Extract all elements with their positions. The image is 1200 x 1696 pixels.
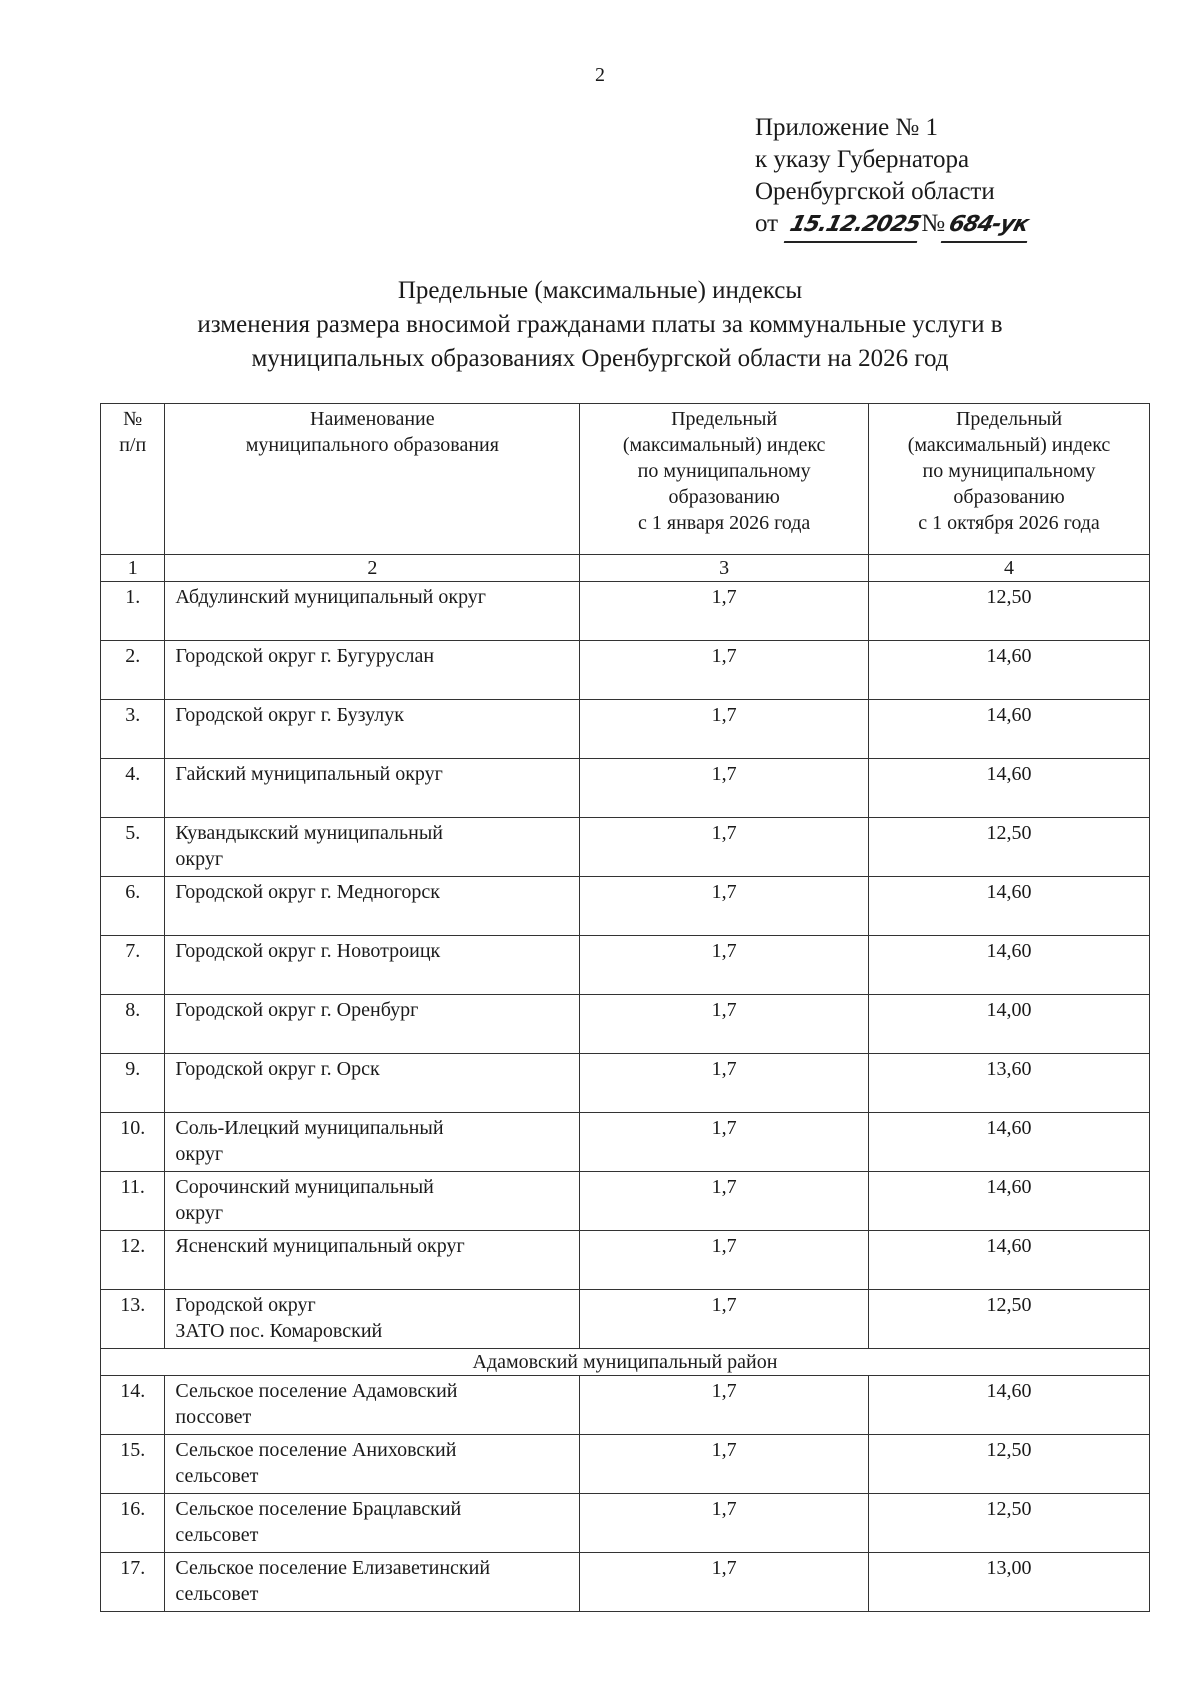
header-number-line-2: п/п bbox=[119, 434, 147, 456]
section-title-adamovsky: Адамовский муниципальный район bbox=[101, 1349, 1150, 1376]
name-line: Городской округ г. Новотроицк bbox=[175, 940, 441, 962]
name-line: Соль-Илецкий муниципальный bbox=[175, 1117, 444, 1139]
appendix-line-1: Приложение № 1 bbox=[755, 114, 939, 141]
handwritten-date: 15.12.2025 bbox=[784, 209, 926, 243]
row-number: 13. bbox=[101, 1290, 165, 1349]
name-line: сельсовет bbox=[175, 1465, 259, 1487]
municipality-name bbox=[165, 1494, 580, 1553]
table-row bbox=[101, 700, 1150, 759]
index-october: 12,50 bbox=[869, 818, 1150, 877]
index-january: 1,7 bbox=[580, 877, 869, 936]
header-number bbox=[101, 404, 165, 555]
table-row bbox=[101, 1290, 1150, 1349]
index-january: 1,7 bbox=[580, 1494, 869, 1553]
row-number: 11. bbox=[101, 1172, 165, 1231]
municipality-name bbox=[165, 641, 580, 700]
row-number: 17. bbox=[101, 1553, 165, 1612]
header-october-index bbox=[869, 404, 1150, 555]
index-october: 12,50 bbox=[869, 1435, 1150, 1494]
name-line: Гайский муниципальный округ bbox=[175, 763, 443, 785]
name-line: Ясненский муниципальный округ bbox=[175, 1235, 465, 1257]
index-january: 1,7 bbox=[580, 1113, 869, 1172]
index-january: 1,7 bbox=[580, 1054, 869, 1113]
name-line: округ bbox=[175, 1143, 224, 1165]
index-october: 14,60 bbox=[869, 1172, 1150, 1231]
number-label: № bbox=[921, 210, 946, 237]
header-jan-line: (максимальный) индекс bbox=[622, 434, 826, 456]
table-row bbox=[101, 1494, 1150, 1553]
row-number: 10. bbox=[101, 1113, 165, 1172]
section-row bbox=[101, 1349, 1150, 1376]
municipality-name bbox=[165, 1376, 580, 1435]
index-january: 1,7 bbox=[580, 1376, 869, 1435]
municipality-name bbox=[165, 936, 580, 995]
name-line: сельсовет bbox=[175, 1524, 259, 1546]
handwritten-number: 684-ук bbox=[941, 209, 1036, 243]
name-line: Сельское поселение Брацлавский bbox=[175, 1498, 462, 1520]
municipality-name bbox=[165, 1113, 580, 1172]
municipality-name bbox=[165, 759, 580, 818]
table-row bbox=[101, 1113, 1150, 1172]
indices-table bbox=[100, 403, 1150, 1612]
index-january: 1,7 bbox=[580, 936, 869, 995]
name-line: округ bbox=[175, 1202, 224, 1224]
header-oct-line: образованию bbox=[953, 486, 1065, 508]
header-jan-line: с 1 января 2026 года bbox=[638, 512, 811, 534]
table-row bbox=[101, 995, 1150, 1054]
municipality-name bbox=[165, 1172, 580, 1231]
row-number: 6. bbox=[101, 877, 165, 936]
header-oct-line: с 1 октября 2026 года bbox=[918, 512, 1100, 534]
municipality-name bbox=[165, 1435, 580, 1494]
table-row bbox=[101, 1172, 1150, 1231]
row-number: 16. bbox=[101, 1494, 165, 1553]
header-name-line-1: Наименование bbox=[310, 408, 435, 430]
index-january: 1,7 bbox=[580, 1231, 869, 1290]
name-line: Абдулинский муниципальный округ bbox=[175, 586, 487, 608]
index-october: 12,50 bbox=[869, 1494, 1150, 1553]
name-line: ЗАТО пос. Комаровский bbox=[175, 1320, 383, 1342]
name-line: Кувандыкский муниципальный bbox=[175, 822, 443, 844]
row-number: 7. bbox=[101, 936, 165, 995]
header-oct-line: Предельный bbox=[955, 408, 1063, 430]
from-label: от bbox=[755, 210, 779, 237]
table-row bbox=[101, 1376, 1150, 1435]
index-january: 1,7 bbox=[580, 641, 869, 700]
table-row bbox=[101, 582, 1150, 641]
row-number: 2. bbox=[101, 641, 165, 700]
appendix-signature-line bbox=[755, 208, 1031, 243]
appendix-line-2: к указу Губернатора bbox=[755, 146, 970, 173]
title-line-3: муниципальных образованиях Оренбургской области на 2026 год bbox=[251, 345, 949, 372]
index-october: 13,00 bbox=[869, 1553, 1150, 1612]
header-row bbox=[101, 404, 1150, 555]
row-number: 1. bbox=[101, 582, 165, 641]
header-jan-line: Предельный bbox=[671, 408, 778, 430]
column-number: 3 bbox=[580, 555, 869, 582]
index-october: 14,60 bbox=[869, 1231, 1150, 1290]
header-oct-line: по муниципальному bbox=[922, 460, 1096, 482]
document-title bbox=[0, 274, 1200, 376]
row-number: 8. bbox=[101, 995, 165, 1054]
index-october: 14,60 bbox=[869, 700, 1150, 759]
name-line: Городской округ г. Оренбург bbox=[175, 999, 419, 1021]
index-january: 1,7 bbox=[580, 818, 869, 877]
header-jan-line: по муниципальному bbox=[637, 460, 811, 482]
municipality-name bbox=[165, 582, 580, 641]
header-jan-line: образованию bbox=[668, 486, 780, 508]
table-row bbox=[101, 818, 1150, 877]
row-number: 3. bbox=[101, 700, 165, 759]
column-number: 4 bbox=[869, 555, 1150, 582]
name-line: Сельское поселение Елизаветинский bbox=[175, 1557, 491, 1579]
index-october: 14,60 bbox=[869, 936, 1150, 995]
index-october: 12,50 bbox=[869, 1290, 1150, 1349]
index-january: 1,7 bbox=[580, 1553, 869, 1612]
municipality-name bbox=[165, 1231, 580, 1290]
row-number: 14. bbox=[101, 1376, 165, 1435]
appendix-line-3: Оренбургской области bbox=[755, 178, 995, 205]
table-row bbox=[101, 641, 1150, 700]
index-october: 12,50 bbox=[869, 582, 1150, 641]
municipality-name bbox=[165, 1054, 580, 1113]
index-october: 14,60 bbox=[869, 759, 1150, 818]
municipality-name bbox=[165, 1553, 580, 1612]
header-name bbox=[165, 404, 580, 555]
table-row bbox=[101, 759, 1150, 818]
name-line: округ bbox=[175, 848, 224, 870]
header-number-line-1: № bbox=[123, 408, 143, 430]
name-line: Городской округ bbox=[175, 1294, 316, 1316]
column-number: 2 bbox=[165, 555, 580, 582]
index-october: 14,60 bbox=[869, 1376, 1150, 1435]
index-january: 1,7 bbox=[580, 1172, 869, 1231]
index-october: 14,60 bbox=[869, 1113, 1150, 1172]
row-number: 15. bbox=[101, 1435, 165, 1494]
row-number: 9. bbox=[101, 1054, 165, 1113]
municipality-name bbox=[165, 818, 580, 877]
row-number: 12. bbox=[101, 1231, 165, 1290]
name-line: Городской округ г. Медногорск bbox=[175, 881, 440, 903]
table-row bbox=[101, 1553, 1150, 1612]
index-january: 1,7 bbox=[580, 759, 869, 818]
appendix-block bbox=[755, 112, 1031, 243]
table-row bbox=[101, 877, 1150, 936]
title-line-2: изменения размера вносимой гражданами платы за коммунальные услуги в bbox=[197, 311, 1003, 338]
table-row bbox=[101, 1054, 1150, 1113]
name-line: поссовет bbox=[175, 1406, 252, 1428]
row-number: 5. bbox=[101, 818, 165, 877]
column-number: 1 bbox=[101, 555, 165, 582]
index-october: 14,60 bbox=[869, 877, 1150, 936]
name-line: Городской округ г. Бугуруслан bbox=[175, 645, 435, 667]
index-january: 1,7 bbox=[580, 1290, 869, 1349]
index-october: 14,00 bbox=[869, 995, 1150, 1054]
name-line: сельсовет bbox=[175, 1583, 259, 1605]
table-row bbox=[101, 1231, 1150, 1290]
index-january: 1,7 bbox=[580, 582, 869, 641]
table-row bbox=[101, 1435, 1150, 1494]
index-january: 1,7 bbox=[580, 1435, 869, 1494]
name-line: Сельское поселение Аниховский bbox=[175, 1439, 457, 1461]
name-line: Сельское поселение Адамовский bbox=[175, 1380, 458, 1402]
municipality-name bbox=[165, 995, 580, 1054]
header-name-line-2: муниципального образования bbox=[245, 434, 499, 456]
name-line: Городской округ г. Орск bbox=[175, 1058, 380, 1080]
name-line: Сорочинский муниципальный bbox=[175, 1176, 434, 1198]
index-october: 13,60 bbox=[869, 1054, 1150, 1113]
page-number: 2 bbox=[595, 64, 605, 86]
municipality-name bbox=[165, 1290, 580, 1349]
table-row bbox=[101, 936, 1150, 995]
column-numbers-row bbox=[101, 555, 1150, 582]
index-october: 14,60 bbox=[869, 641, 1150, 700]
header-oct-line: (максимальный) индекс bbox=[907, 434, 1111, 456]
title-line-1: Предельные (максимальные) индексы bbox=[397, 277, 803, 304]
municipality-name bbox=[165, 877, 580, 936]
name-line: Городской округ г. Бузулук bbox=[175, 704, 404, 726]
index-january: 1,7 bbox=[580, 700, 869, 759]
header-january-index bbox=[580, 404, 869, 555]
municipality-name bbox=[165, 700, 580, 759]
index-january: 1,7 bbox=[580, 995, 869, 1054]
row-number: 4. bbox=[101, 759, 165, 818]
